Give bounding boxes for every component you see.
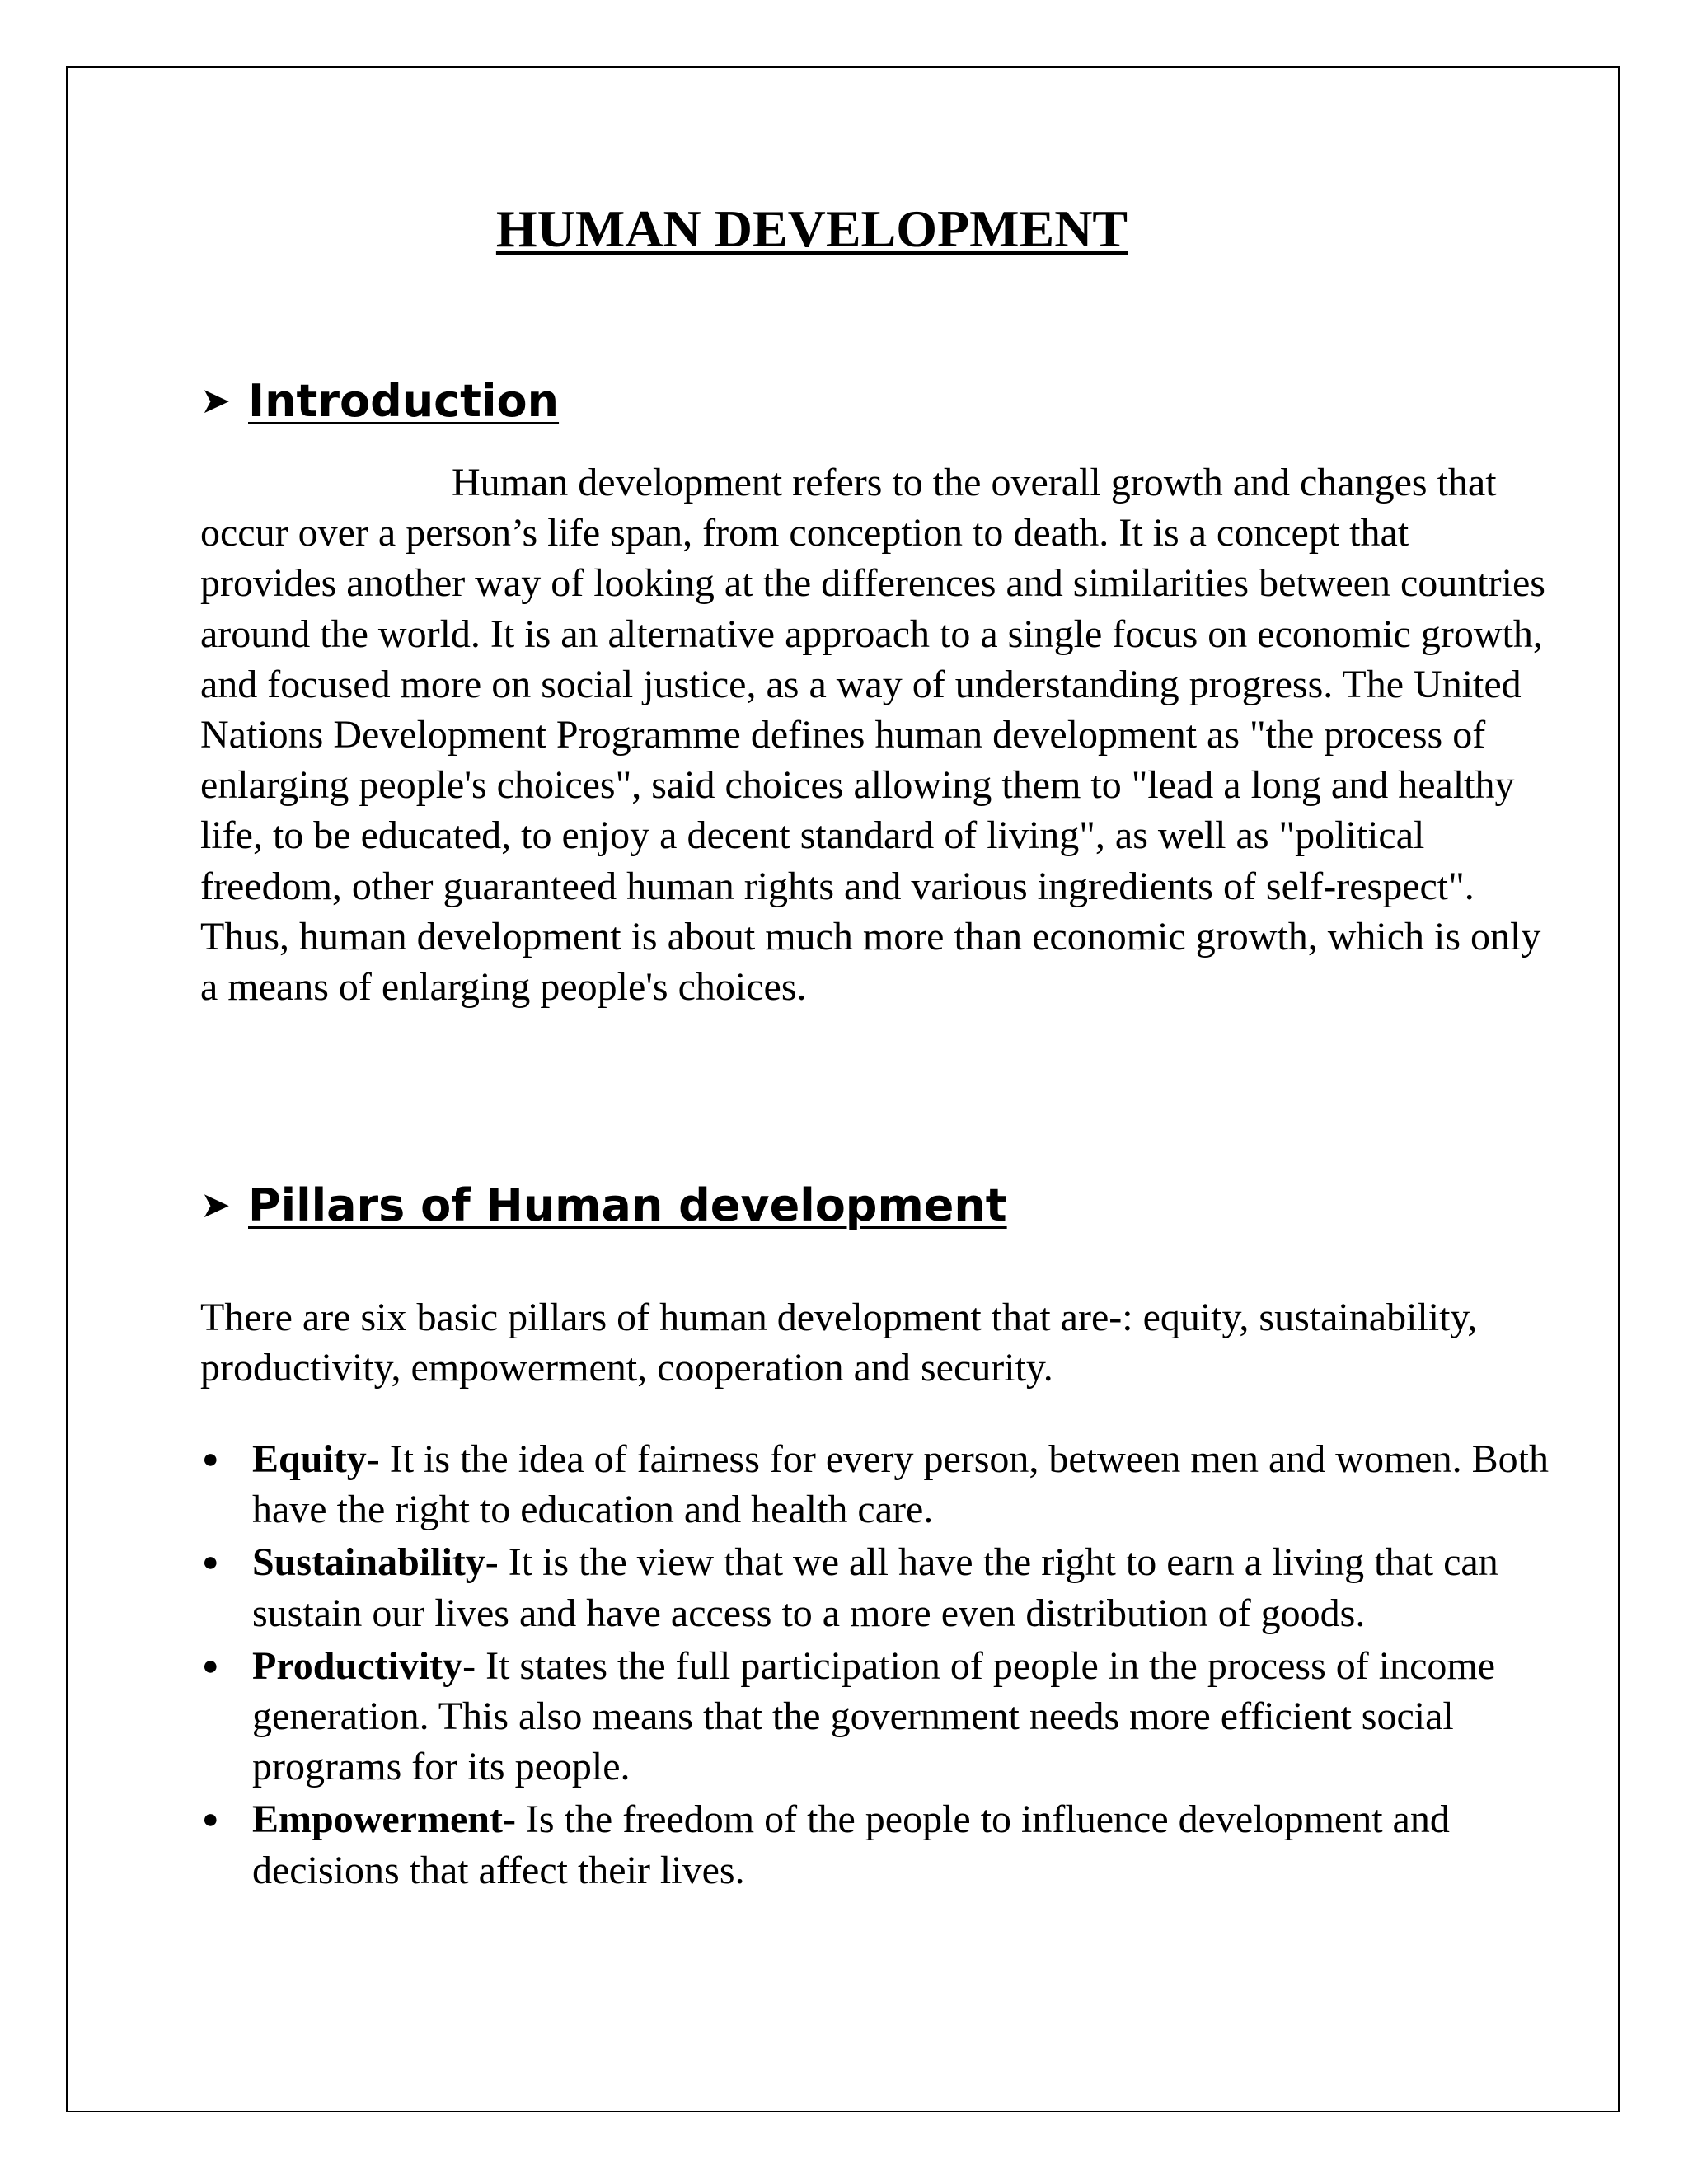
introduction-paragraph: Human development refers to the overall growth and changes that occur over a person’s life span, from conception to death. It is a concept that provides another way of looking at the differences and similarities between countries around the world. It is an alternative approach to a single focus on economic growth, and focused more on social justice, as a way of understanding progress. The United Nations Development Programme defines human development as "the process of enlarging people's choices", said choices allowing them to "lead a long and healthy life, to be educated, to enjoy a decent standard of living", as well as "political freedom, other guaranteed human rights and various ingredients of self-respect". Thus, human development is about much more than economic growth, which is only a means of enlarging people's choices. bbox=[200, 461, 1545, 1010]
bullet-dot-icon: ● bbox=[202, 1804, 219, 1835]
bullet-dot-icon: ● bbox=[202, 1547, 219, 1578]
list-item bbox=[200, 1641, 1552, 1793]
arrow-bullet-icon: ➤ bbox=[200, 380, 231, 422]
introduction-heading-text: Introduction bbox=[248, 375, 560, 427]
list-item bbox=[200, 1537, 1552, 1638]
list-item bbox=[200, 1794, 1552, 1895]
pillar-description: - It is the view that we all have the right to earn a living that can sustain our lives and have access to a more even distribution of goods. bbox=[252, 1540, 1498, 1635]
pillar-description: - Is the freedom of the people to influence development and decisions that affect their lives. bbox=[252, 1797, 1450, 1892]
bullet-dot-icon: ● bbox=[202, 1650, 219, 1681]
bullet-dot-icon: ● bbox=[202, 1444, 219, 1474]
pillars-heading-text: Pillars of Human development bbox=[248, 1179, 1007, 1231]
pillar-term: Sustainability bbox=[252, 1540, 485, 1585]
pillar-description: - It is the idea of fairness for every person, between men and women. Both have the right to education and health care. bbox=[252, 1437, 1549, 1532]
pillars-heading bbox=[200, 1177, 1007, 1235]
pillar-description: - It states the full participation of people in the process of income generation. This also means that the government needs more efficient social programs for its people. bbox=[252, 1643, 1496, 1789]
pillar-term: Empowerment bbox=[252, 1797, 503, 1842]
list-item bbox=[200, 1434, 1552, 1535]
arrow-bullet-icon: ➤ bbox=[200, 1184, 231, 1226]
pillars-intro-paragraph: There are six basic pillars of human development that are-: equity, sustainability, productivity, empowerment, cooperation and security. bbox=[200, 1296, 1478, 1390]
pillars-list bbox=[200, 1434, 1552, 1898]
document-title: HUMAN DEVELOPMENT bbox=[495, 199, 1128, 258]
pillar-term: Productivity bbox=[252, 1643, 463, 1688]
pillar-term: Equity bbox=[252, 1437, 367, 1481]
introduction-heading bbox=[200, 373, 559, 430]
